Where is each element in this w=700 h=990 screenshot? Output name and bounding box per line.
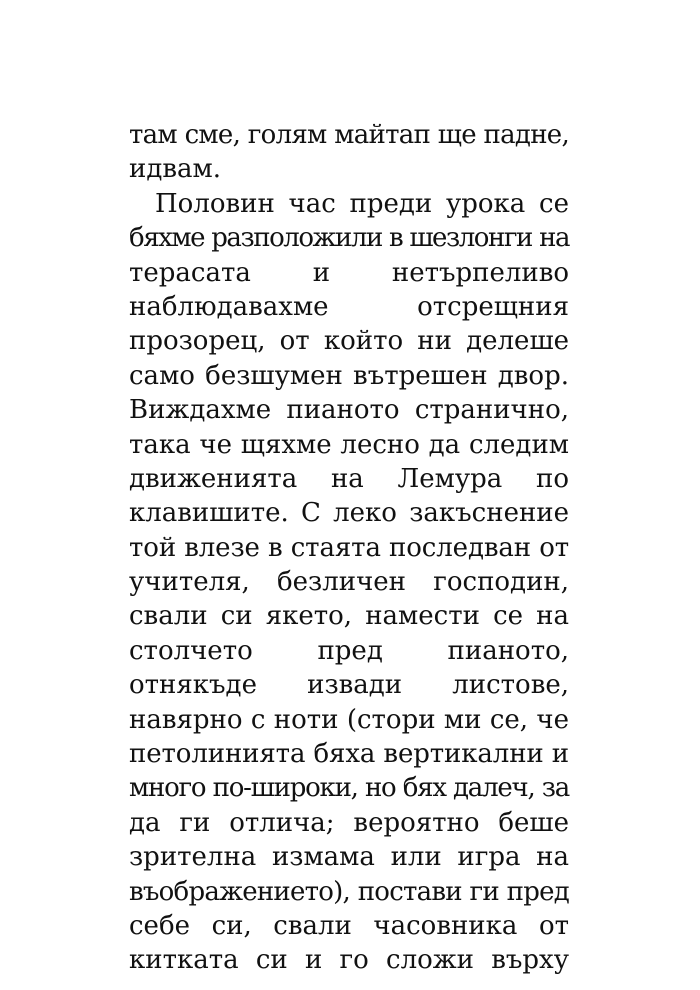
text-line: той влезе в стаята последван от (129, 532, 570, 563)
text-line: само безшумен вътрешен двор. (129, 360, 569, 391)
text-line: китката си и го сложи върху (129, 945, 569, 976)
text-line: навярно с ноти (стори ми се, че (129, 704, 569, 735)
text-line: наблюдавахме отсрещния (129, 291, 569, 322)
text-line: себе си, свали часовника от (129, 910, 569, 941)
text-line: терасата и нетърпеливо (129, 257, 569, 288)
text-line: много по-широки, но бях далеч, за (129, 773, 569, 804)
text-line: да ги отлича; вероятно беше (129, 807, 569, 838)
text-line: така че щяхме лесно да следим (129, 429, 569, 460)
text-line: Виждахме пианото странично, (129, 395, 569, 426)
text-line: движенията на Лемура по (129, 463, 569, 494)
text-line: Половин час преди урока се (155, 188, 569, 219)
text-line: столчето пред пианото, (129, 635, 569, 666)
text-line: идвам. (129, 154, 221, 185)
text-line: там сме, голям майтап ще падне, (129, 120, 569, 150)
text-line: учителя, безличен господин, (129, 567, 569, 598)
text-line: въображението), постави ги пред (129, 876, 569, 907)
text-line: бяхме разположили в шезлонги на (129, 223, 569, 254)
text-line: клавишите. С леко закъснение (129, 498, 569, 529)
text-line: прозорец, от който ни делеше (129, 326, 569, 357)
body-text (129, 118, 569, 978)
text-line: свали си якето, намести се на (129, 601, 569, 632)
text-line: отнякъде извади листове, (129, 670, 569, 701)
text-line: зрителна измама или игра на (129, 842, 569, 873)
text-line: петолинията бяха вертикални и (129, 739, 570, 770)
